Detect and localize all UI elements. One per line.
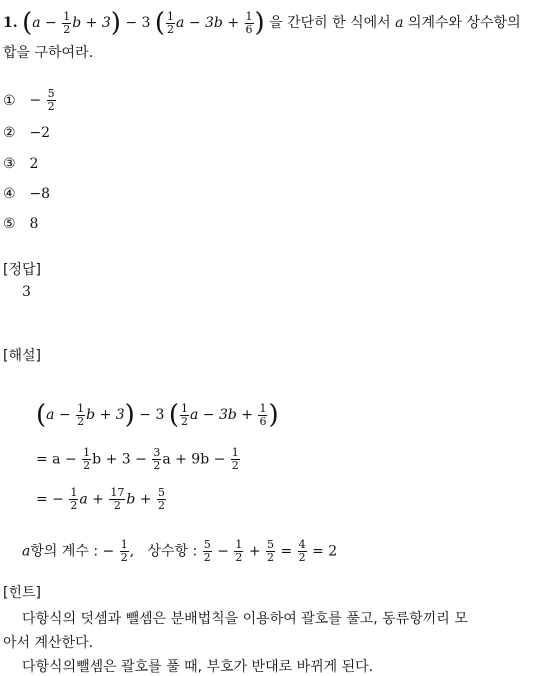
hint-line-1: 다항식의 덧셈과 뺄셈은 분배법칙을 이용하여 괄호를 풀고, 동류항끼리 모	[22, 611, 468, 627]
choice-2[interactable]	[3, 125, 50, 141]
expr-minus-3: − 3	[125, 15, 151, 31]
answer-label: [정답]	[3, 262, 41, 278]
coef-line: a항의 계수 : − $\frac{1}{2}$ , 상수항 : $\frac{5}{2}$ − $\frac{1}{2}$ + $\frac{5}{2}$ = $\frac{4}{2}$ = 2	[22, 538, 338, 564]
choice-5[interactable]	[3, 216, 38, 232]
choice-mark: ③	[3, 156, 16, 172]
solution-eq-1: (a − $\frac{1}{2}$ b + 3) − 3 ( $\frac{1}{2}$ a − 3b + $\frac{1}{6}$ )	[36, 400, 279, 430]
expr-frac-1: $\frac{1}{2}$	[63, 9, 71, 36]
question-text-end: 의계수와 상수항의	[407, 15, 521, 31]
expr-var-a: a	[32, 15, 41, 31]
question-line-1	[3, 10, 521, 36]
choice-1[interactable]	[3, 88, 57, 113]
expr-b-term: b + 3	[72, 15, 111, 31]
hint-label: [힌트]	[3, 585, 41, 601]
choice-mark: ②	[3, 125, 16, 141]
solution-eq-3: = − $\frac{1}{2}$ a + $\frac{17}{2}$ b + $\frac{5}{2}$	[36, 486, 165, 512]
question-var: a	[395, 15, 404, 31]
choice-value: −8	[29, 186, 51, 202]
choice-mark: ⑤	[3, 216, 16, 232]
choice-value: 8	[29, 216, 39, 232]
expr-minus: −	[45, 15, 57, 31]
expr-a-term: a − 3b +	[176, 15, 240, 31]
solution-eq-2: = a − $\frac{1}{2}$ b + 3 − $\frac{3}{2}$ a + 9b − $\frac{1}{2}$	[36, 446, 239, 472]
paren-open: (	[22, 8, 33, 38]
question-number: 1.	[3, 15, 18, 31]
expr-frac-2: $\frac{1}{2}$	[167, 9, 175, 36]
choice-sign: −	[29, 92, 42, 109]
choice-mark: ①	[3, 92, 16, 109]
choice-frac: $\frac{5}{2}$	[47, 87, 55, 113]
choice-mark: ④	[3, 186, 16, 202]
choice-value: −2	[29, 125, 51, 141]
answer-value: 3	[22, 284, 31, 300]
paren-close: )	[110, 8, 121, 38]
choice-3[interactable]	[3, 156, 38, 172]
paren-close-2: )	[254, 8, 265, 38]
question-line-2: 합을 구하여라.	[3, 45, 94, 61]
choice-4[interactable]	[3, 186, 50, 202]
question-text: 을 간단히 한 식에서	[269, 15, 391, 31]
hint-line-3: 다항식의뺄셈은 괄호를 풀 때, 부호가 반대로 바뀌게 된다.	[22, 659, 374, 675]
paren-open-2: (	[154, 8, 166, 38]
expr-frac-3: $\frac{1}{6}$	[245, 9, 253, 36]
hint-line-2: 아서 계산한다.	[3, 635, 94, 651]
solution-label: [해설]	[3, 348, 41, 364]
choice-value: 2	[29, 156, 39, 172]
